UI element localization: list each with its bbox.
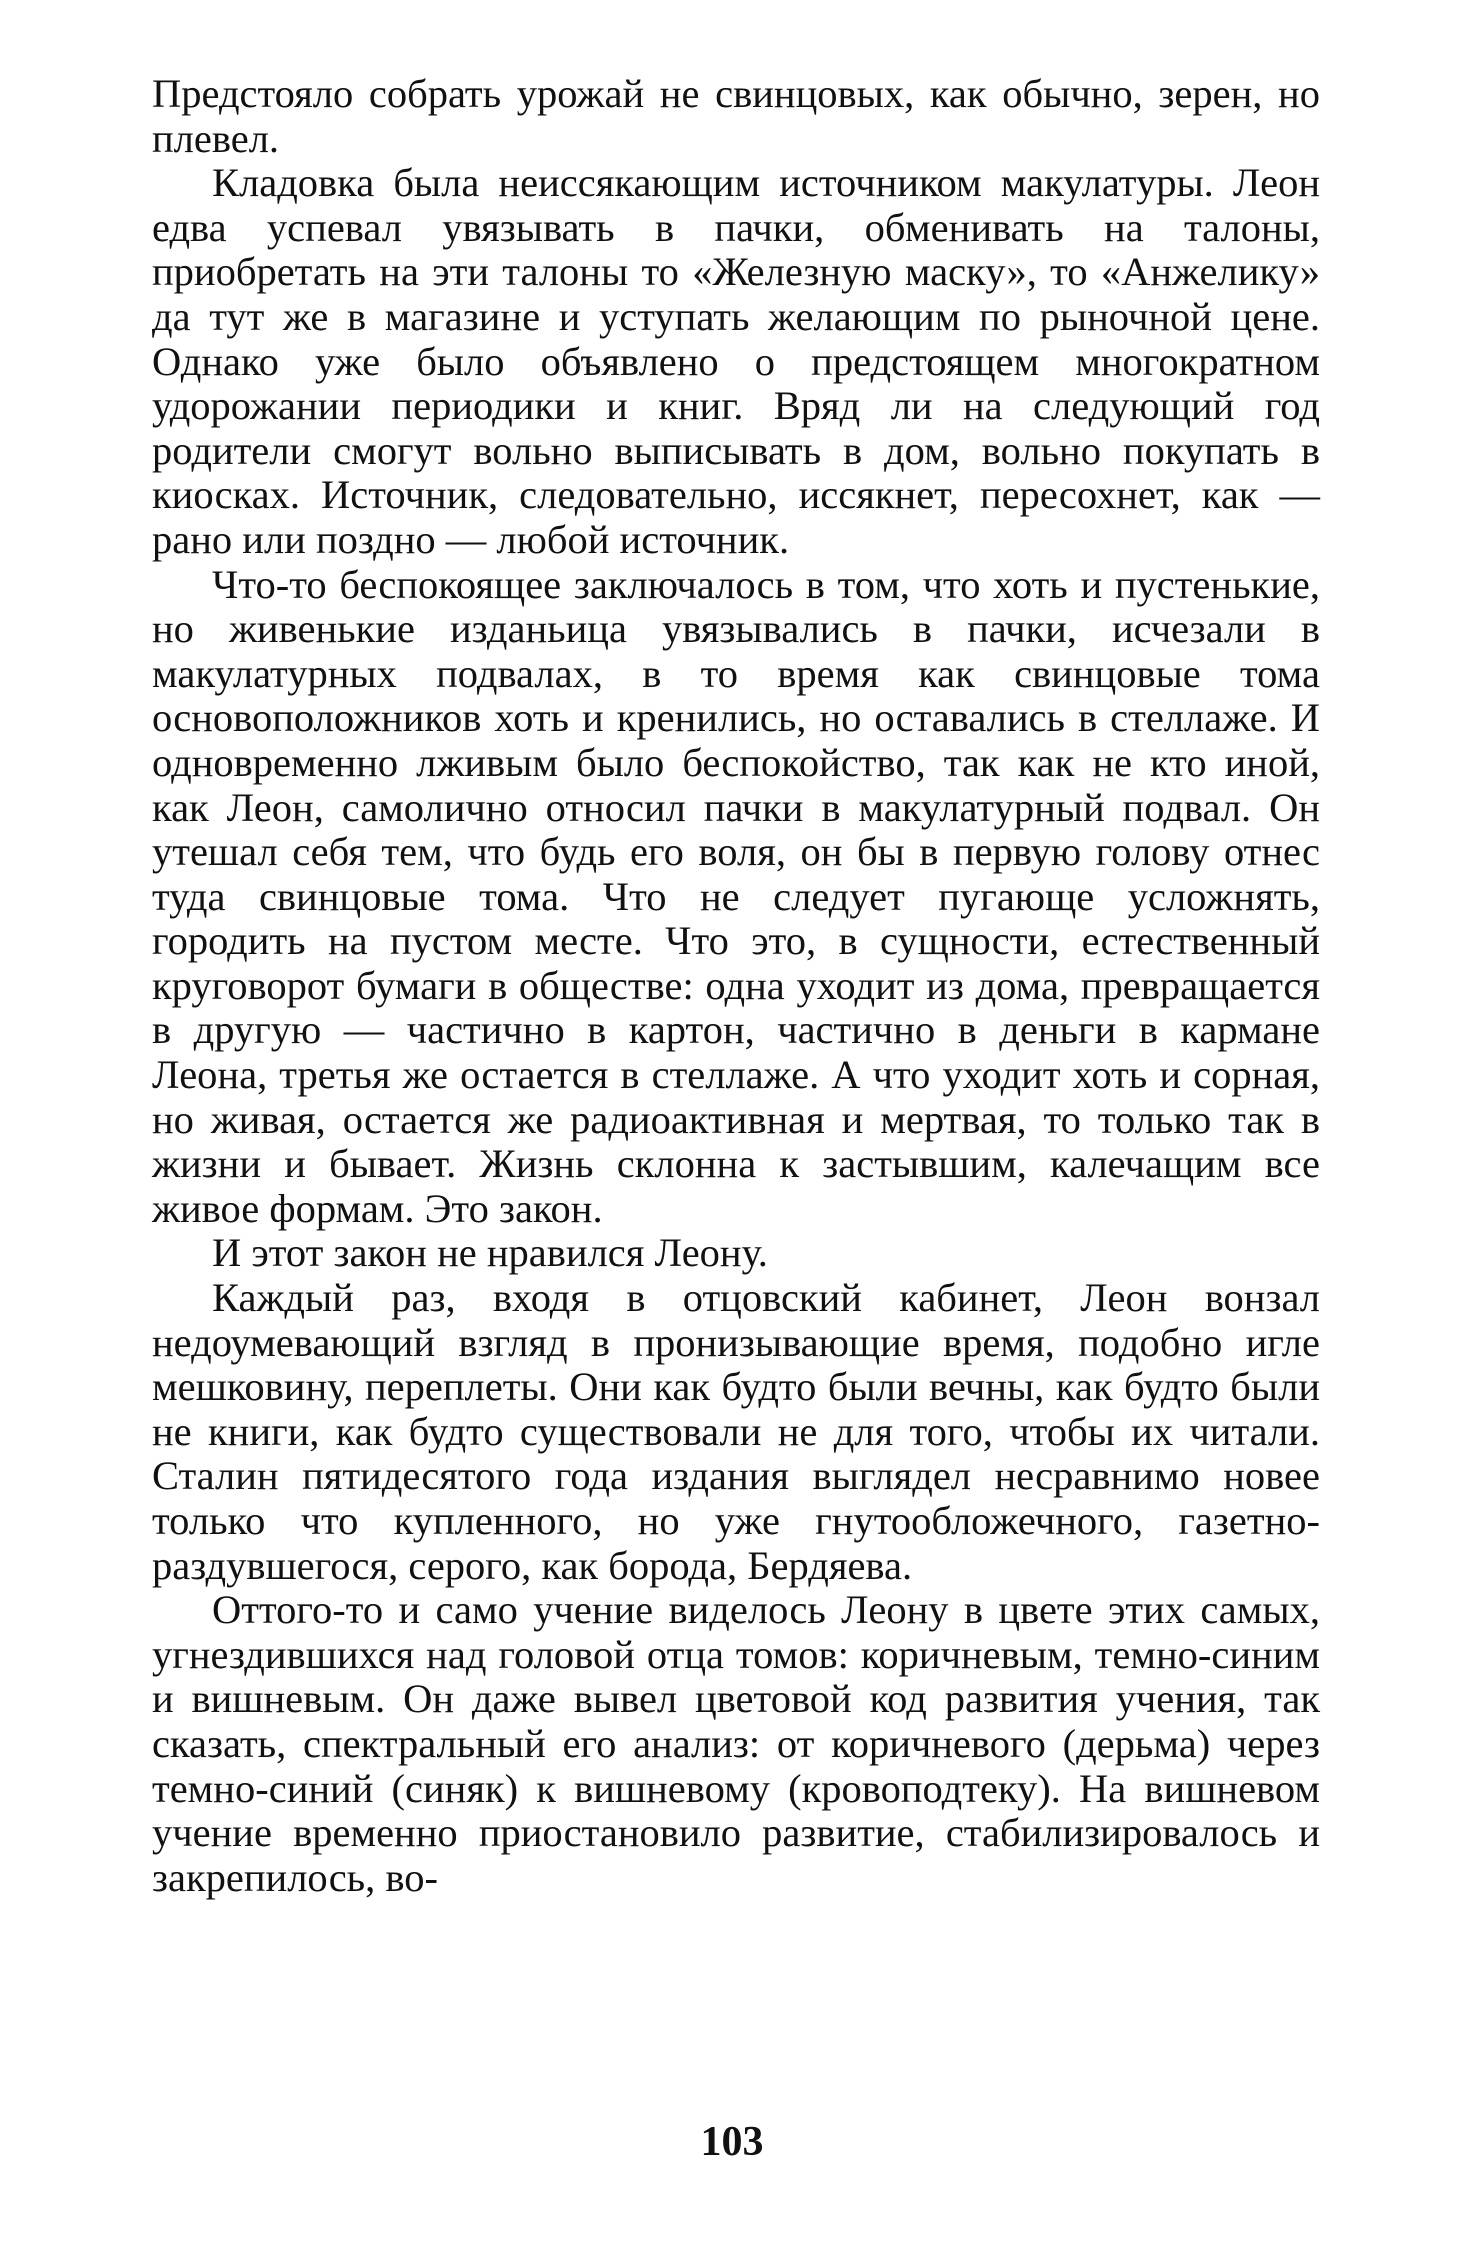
paragraph-2: Кладовка была неиссякающим источником макулатуры. Леон едва успевал увязывать в пачки, обменивать на талоны, приобретать на эти талоны то «Железную маску», то «Анжелику» да тут же в магазине и уступать желающим по рыночной цене. Однако уже было объявлено о предстоящем многократном удорожании периодики и книг. Вряд ли на следующий год родители смогут вольно выписывать в дом, вольно покупать в киосках. Источник, следовательно, иссякнет, пересохнет, как — рано или поздно — любой источник. bbox=[152, 160, 1320, 562]
paragraph-5: Каждый раз, входя в отцовский кабинет, Леон вонзал недоумевающий взгляд в пронизывающие время, подобно игле мешковину, переплеты. Они как будто были вечны, как будто были не книги, как будто существовали не для того, чтобы их читали. Сталин пятидесятого года издания выглядел несравнимо новее только что купленного, но уже гнутообложечного, газетно-раздувшегося, серого, как борода, Бердяева. bbox=[152, 1275, 1320, 1588]
paragraph-3: Что-то беспокоящее заключалось в том, что хоть и пустенькие, но живенькие изданьица увязывались в пачки, исчезали в макулатурных подвалах, в то время как свинцовые тома основоположников хоть и кренились, но оставались в стеллаже. И одновременно лживым было беспокойство, так как не кто иной, как Леон, самолично относил пачки в макулатурный подвал. Он утешал себя тем, что будь его воля, он бы в первую голову отнес туда свинцовые тома. Что не следует пугающе усложнять, городить на пустом месте. Что это, в сущности, естественный круговорот бумаги в обществе: одна уходит из дома, превращается в другую — частично в картон, частично в деньги в кармане Леона, третья же остается в стеллаже. А что уходит хоть и сорная, но живая, остается же радиоактивная и мертвая, то только так в жизни и бывает. Жизнь склонна к застывшим, калечащим все живое формам. Это закон. bbox=[152, 561, 1320, 1231]
paragraph-1: Предстояло собрать урожай не свинцовых, как обычно, зерен, но плевел. bbox=[152, 71, 1320, 161]
page-number: 103 bbox=[700, 2119, 764, 2165]
paragraph-6: Оттого-то и само учение виделось Леону в цвете этих самых, угнездившихся над головой отца томов: коричневым, темно-синим и вишневым. Он даже вывел цветовой код развития учения, так сказать, спектральный его анализ: от коричневого (дерьма) через темно-синий (синяк) к вишневому (кровоподтеку). На вишневом учение временно приостановило развитие, стабилизировалось и закрепилось, во- bbox=[152, 1587, 1320, 1900]
paragraph-4: И этот закон не нравился Леону. bbox=[212, 1230, 768, 1276]
page-text-block bbox=[152, 72, 1320, 1900]
